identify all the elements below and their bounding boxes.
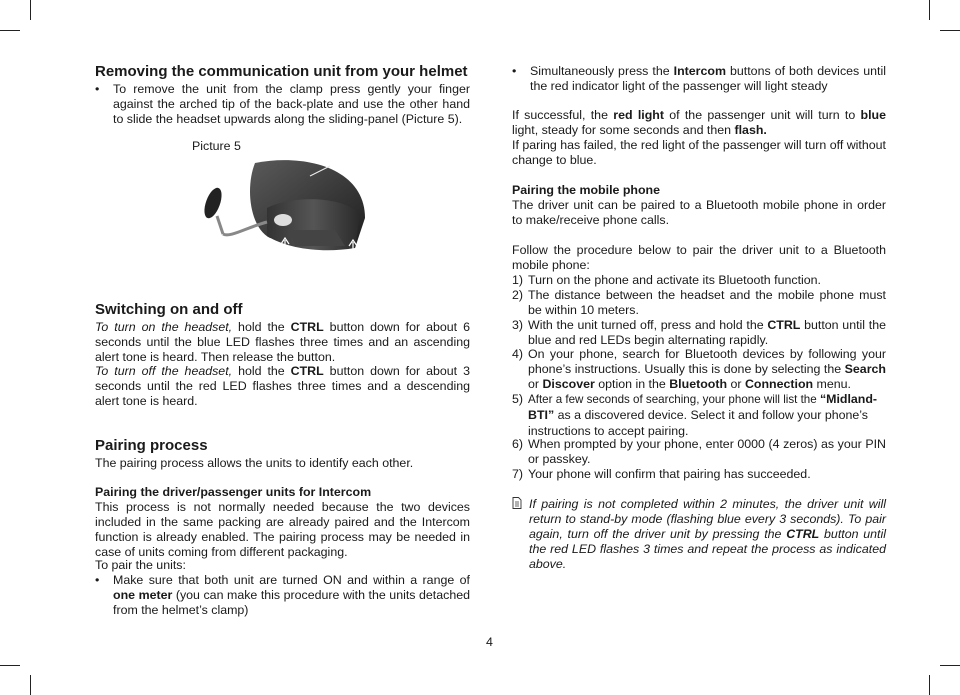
intercom-press-bullet: • Simultaneously press the Intercom buttons of both devices until the red indicator light of the passenger will light steady — [512, 64, 886, 93]
crop-mark — [929, 0, 930, 20]
crop-mark — [30, 0, 31, 20]
subheading-mobile: Pairing the mobile phone — [512, 183, 661, 197]
page-number: 4 — [486, 635, 493, 649]
step-3: 3) With the unit turned off, press and hold the CTRL button until the blue and red LEDs begin alternating rapidly. — [512, 318, 886, 347]
crop-mark — [940, 665, 960, 666]
heading-pairing: Pairing process — [95, 437, 208, 454]
bullet-dot: • — [512, 64, 517, 78]
to-pair-label: To pair the units: — [95, 558, 186, 572]
unit-logo — [274, 214, 292, 226]
step-5: 5) After a few seconds of searching, your phone will list the “Midland-BTI” as a discovered device. Select it and follow your phone’s instructions to accept pairing. — [512, 392, 878, 438]
step-6: 6) When prompted by your phone, enter 0000 (4 zeros) as your PIN or passkey. — [512, 437, 886, 466]
step-7: 7) Your phone will confirm that pairing has succeeded. — [512, 467, 811, 481]
bullet-dot: • — [95, 82, 100, 96]
crop-mark — [929, 675, 930, 695]
switch-off-paragraph: To turn off the headset, hold the CTRL button down for about 3 seconds until the red LED flashes three times and a descending alert tone is heard. — [95, 364, 470, 408]
step-4: 4) On your phone, search for Bluetooth devices by following your phone’s instructions. Usually this is done by selecting the Search or Discover option in the Bluetooth or Connection menu. — [512, 347, 886, 391]
pair-range-bullet: • Make sure that both unit are turned ON and within a range of one meter (you can make this procedure with the units detached from the helmet’s clamp) — [95, 573, 470, 617]
headset-picture — [195, 158, 375, 270]
bullet-dot: • — [95, 573, 100, 587]
crop-mark — [0, 30, 20, 31]
success-paragraph: If successful, the red light of the passenger unit will turn to blue light, steady for some seconds and then flash. — [512, 108, 886, 137]
follow-paragraph: Follow the procedure below to pair the driver unit to a Bluetooth mobile phone: — [512, 243, 886, 272]
step-1: 1) Turn on the phone and activate its Bluetooth function. — [512, 273, 821, 287]
note-icon — [512, 497, 522, 509]
crop-mark — [0, 665, 20, 666]
mobile-paragraph: The driver unit can be paired to a Bluetooth mobile phone in order to make/receive phone calls. — [512, 198, 886, 227]
arrow-up-icon — [349, 240, 357, 262]
switch-on-paragraph: To turn on the headset, hold the CTRL button down for about 6 seconds until the blue LED flashes three times and an ascending alert tone is heard. Then release the button. — [95, 320, 470, 364]
subheading-intercom: Pairing the driver/passenger units for Intercom — [95, 485, 372, 499]
microphone — [201, 186, 225, 221]
heading-removing-unit: Removing the communication unit from your helmet — [95, 63, 468, 80]
pairing-intro: The pairing process allows the units to identify each other. — [95, 456, 414, 470]
heading-switching: Switching on and off — [95, 301, 243, 318]
remove-instruction: • To remove the unit from the clamp press gently your finger against the arched tip of the back-plate and use the other hand to slide the headset upwards along the sliding-panel (Picture 5). — [95, 82, 470, 126]
intercom-paragraph: This process is not normally needed because the two devices included in the same packing are already paired and the Intercom function is already enabled. The pairing process may be needed in case of units coming from different packaging. — [95, 500, 470, 559]
step-2: 2) The distance between the headset and the mobile phone must be within 10 meters. — [512, 288, 886, 317]
picture-caption: Picture 5 — [192, 139, 241, 153]
crop-mark — [940, 30, 960, 31]
crop-mark — [30, 675, 31, 695]
fail-paragraph: If paring has failed, the red light of the passenger will turn off without change to blue. — [512, 138, 886, 167]
note-paragraph: If pairing is not completed within 2 minutes, the driver unit will return to stand-by mode (flashing blue every 3 seconds). To pair again, turn off the driver unit by pressing the CTRL button until the red LED flashes 3 times and repeat the process as indicated above. — [529, 497, 886, 571]
boom-link — [217, 216, 223, 234]
